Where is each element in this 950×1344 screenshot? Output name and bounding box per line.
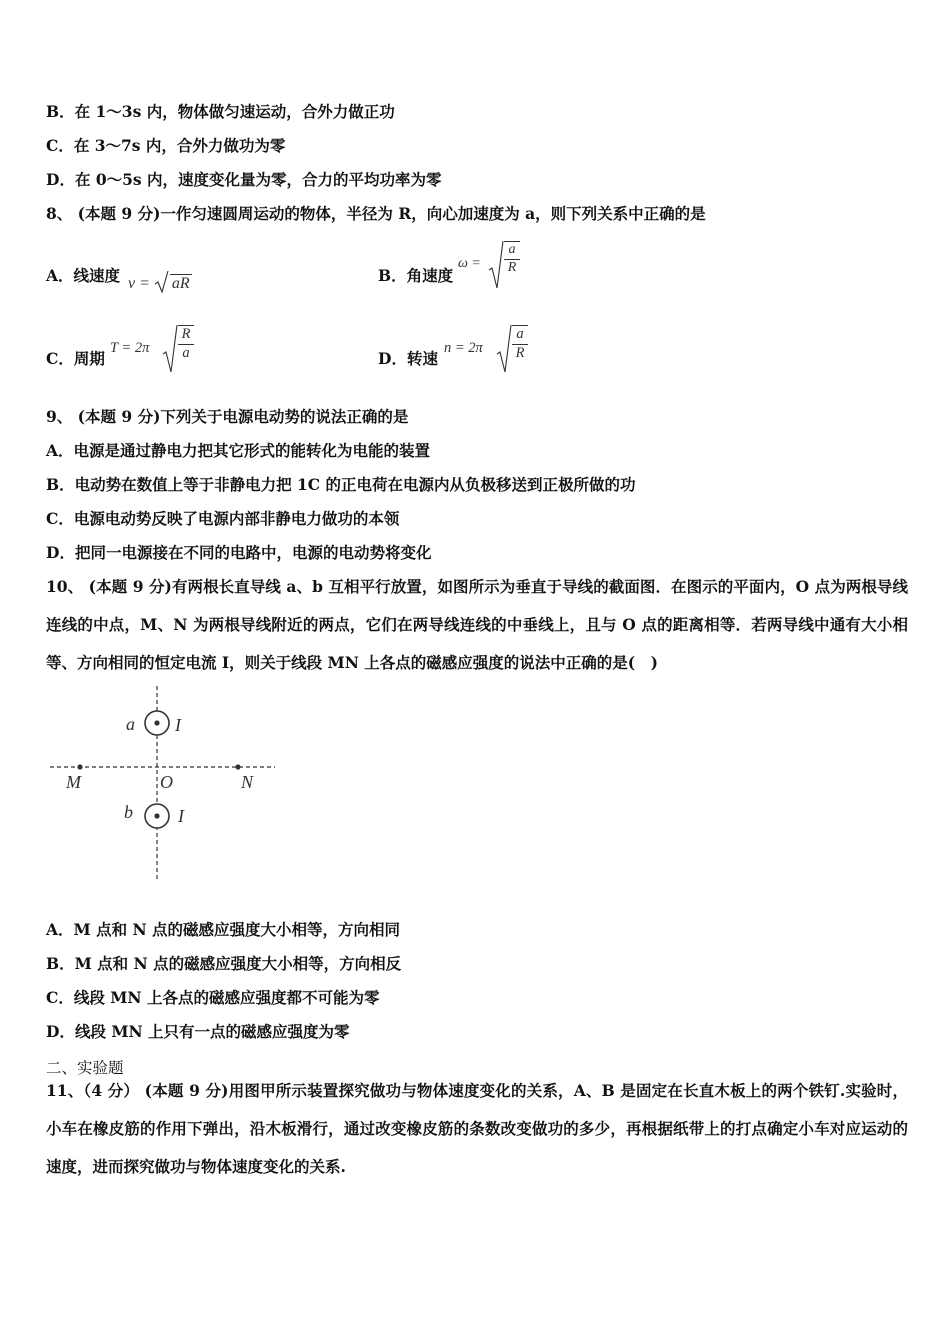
sqrt-sign-icon — [496, 324, 512, 374]
q7-option-c: C．在 3～7s 内，合外力做功为零 — [46, 136, 286, 155]
q8-option-b-numerator: a — [508, 242, 516, 257]
q8-option-d-label: D．转速 — [378, 349, 438, 368]
q7-option-d: D．在 0～5s 内，速度变化量为零，合力的平均功率为零 — [46, 170, 442, 189]
label-i-bottom: I — [178, 806, 184, 826]
q8-option-a-radicand: aR — [171, 275, 190, 292]
point-n-dot — [235, 764, 240, 769]
q8-option-b-label: B．角速度 — [378, 266, 454, 285]
label-n: N — [241, 772, 254, 792]
label-a: a — [126, 714, 135, 734]
q8-option-c-denominator: a — [178, 344, 194, 362]
q7-option-b: B．在 1～3s 内，物体做匀速运动，合外力做正功 — [46, 102, 395, 121]
q8-option-a-label: A．线速度 — [46, 266, 121, 285]
q9-option-c: C．电源电动势反映了电源内部非静电力做功的本领 — [46, 509, 400, 528]
q10-stem: 10、 (本题 9 分)有两根长直导线 a、b 互相平行放置，如图所示为垂直于导线的截面图．在图示的平面内，O 点为两根导线连线的中点，M、N 为两根导线附近的两点，它们在两导线连线的中垂线上，且与 O 点的距离相等．若两导线中通有大小相等、方向相同的恒定电流 I，则关于线段 MN 上各点的磁感应强度的说法中正确的是( ) — [46, 577, 908, 672]
q8-option-d-denominator: R — [512, 344, 528, 362]
q8-option-b-lhs: ω = — [458, 256, 481, 271]
q9-stem: 9、 (本题 9 分)下列关于电源电动势的说法正确的是 — [46, 407, 409, 426]
label-o: O — [160, 772, 173, 792]
q8-option-d-numerator: a — [516, 326, 524, 342]
q11-stem: 11、（4 分） (本题 9 分)用图甲所示装置探究做功与物体速度变化的关系，A、B 是固定在长直木板上的两个铁钉.实验时，小车在橡皮筋的作用下弹出，沿木板滑行，通过改变橡皮筋的条数改变做功的多少，再根据纸带上的打点确定小车对应运动的速度，进而探究做功与物体速度变化的关系. — [46, 1081, 908, 1176]
label-i-top: I — [175, 715, 181, 735]
sqrt-sign-icon — [488, 240, 504, 290]
q8-option-d-lhs: n = 2π — [444, 340, 483, 356]
point-m-dot — [77, 764, 82, 769]
q10-option-d: D．线段 MN 上只有一点的磁感应强度为零 — [46, 1022, 350, 1041]
label-b: b — [124, 802, 133, 822]
sqrt-sign-icon — [154, 270, 170, 294]
q8-stem: 8、 (本题 9 分)一作匀速圆周运动的物体，半径为 R，向心加速度为 a，则下列关系中正确的是 — [46, 204, 706, 223]
wire-b-dot — [154, 813, 159, 818]
q10-option-b: B．M 点和 N 点的磁感应强度大小相等，方向相反 — [46, 954, 402, 973]
label-m: M — [66, 772, 81, 792]
q8-option-b-fraction — [504, 241, 520, 276]
q8-option-b-denominator: R — [504, 259, 520, 276]
q9-option-b: B．电动势在数值上等于非静电力把 1C 的正电荷在电源内从负极移送到正极所做的功 — [46, 475, 636, 494]
q9-option-d: D．把同一电源接在不同的电路中，电源的电动势将变化 — [46, 543, 432, 562]
wire-a-dot — [154, 720, 159, 725]
section-heading: 二、实验题 — [46, 1059, 124, 1077]
q8-option-c-numerator: R — [181, 326, 191, 342]
q8-option-c-label: C．周期 — [46, 349, 105, 368]
q8-option-a-formula — [128, 270, 192, 294]
q8-option-d-fraction — [512, 325, 528, 362]
q8-option-a-lhs: v = — [128, 275, 150, 292]
q10-option-a: A．M 点和 N 点的磁感应强度大小相等，方向相同 — [46, 920, 401, 939]
q10-option-c: C．线段 MN 上各点的磁感应强度都不可能为零 — [46, 988, 380, 1007]
sqrt-sign-icon — [162, 324, 178, 374]
q10-figure — [40, 682, 290, 892]
q8-option-c-fraction — [178, 325, 194, 362]
q9-option-a: A．电源是通过静电力把其它形式的能转化为电能的装置 — [46, 441, 431, 460]
q8-option-c-lhs: T = 2π — [110, 340, 150, 356]
